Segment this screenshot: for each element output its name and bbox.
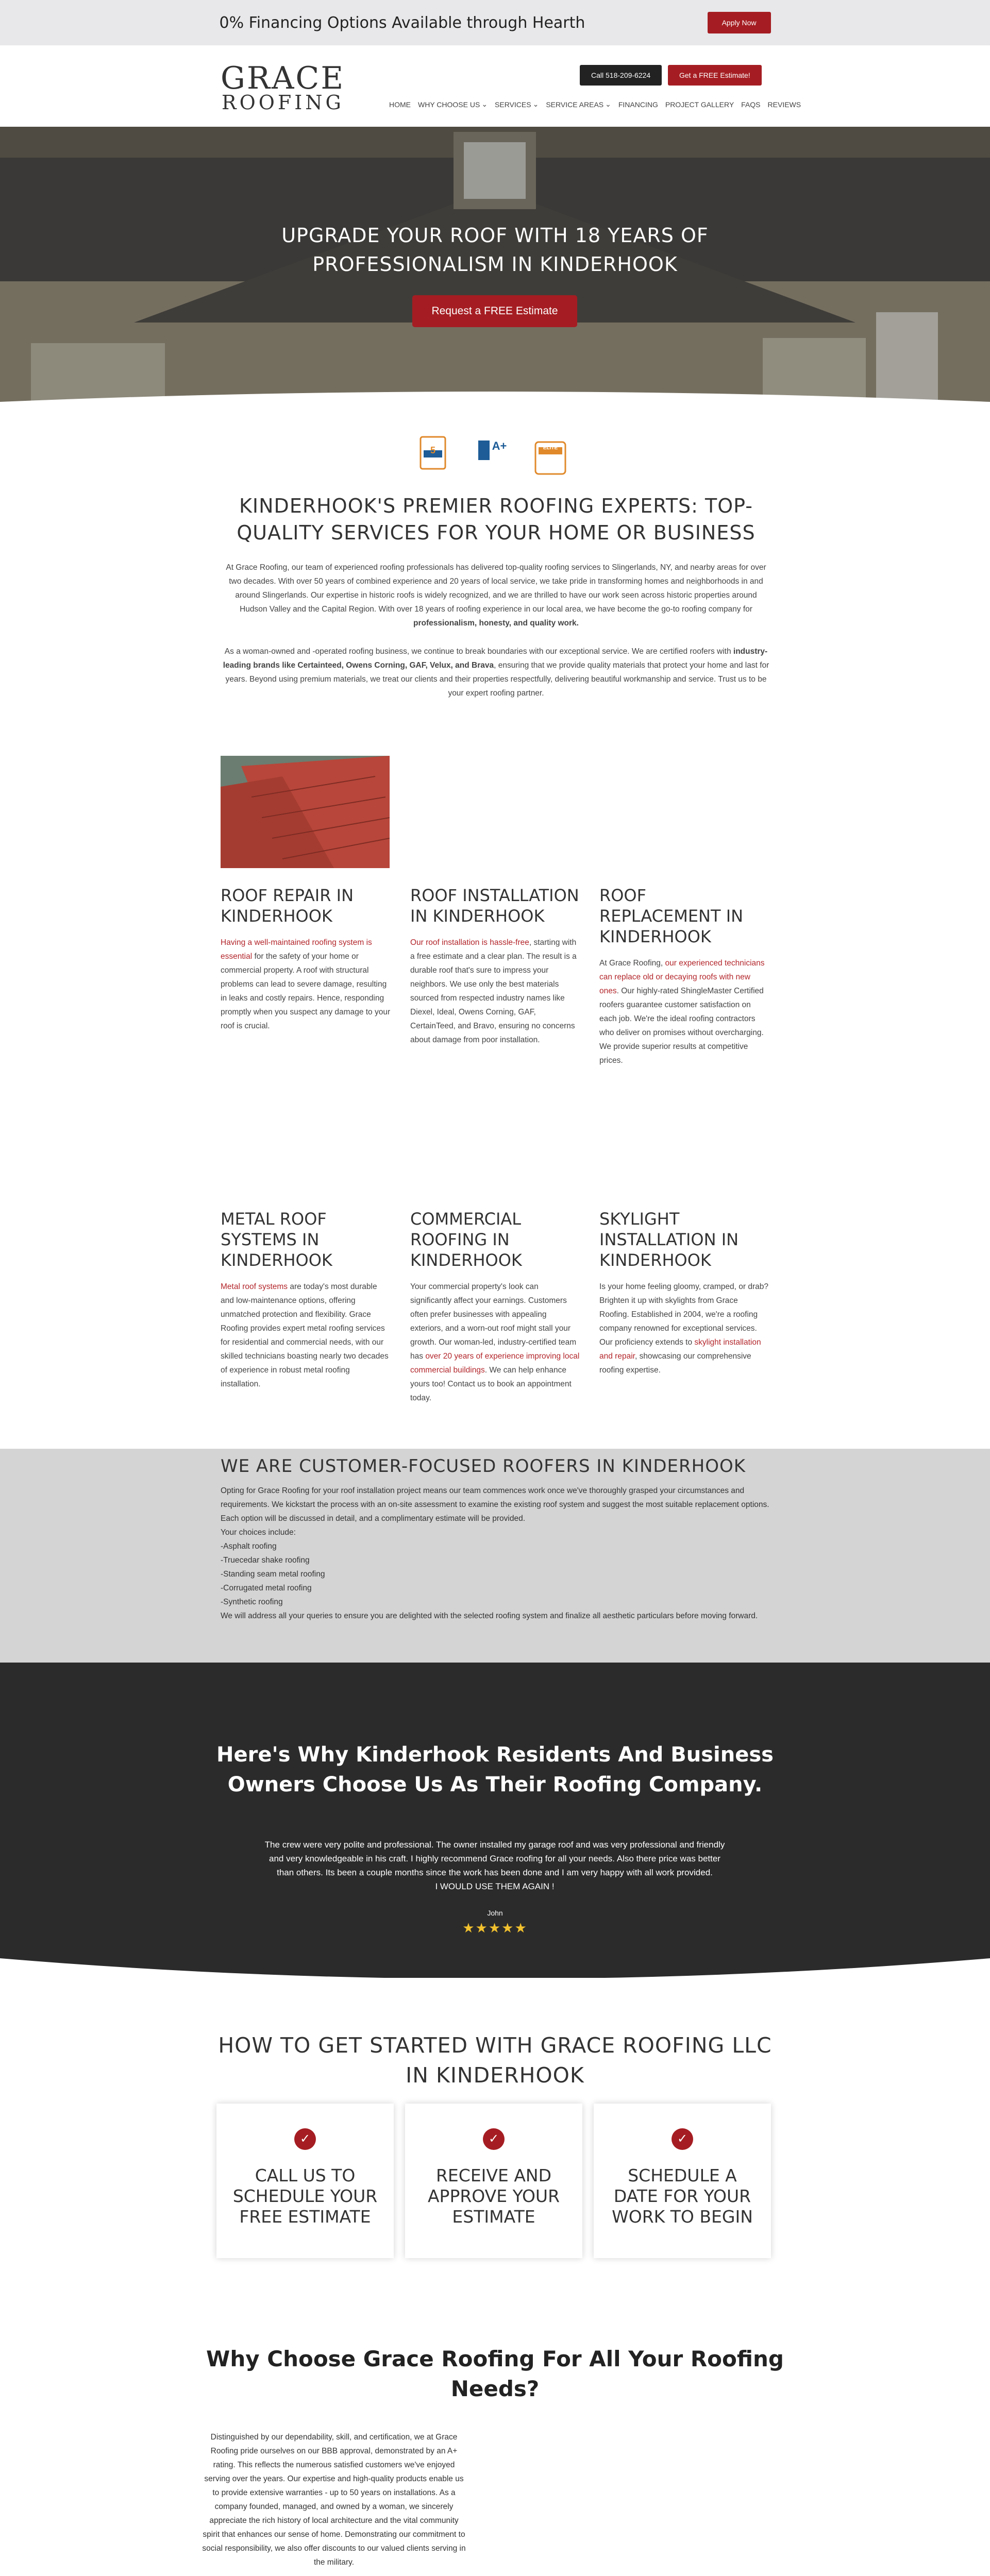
service-text: Is your home feeling gloomy, cramped, or drab? Brighten it up with skylights from Grace Roofing. Established in 2004, we're a roofing company renowned for exceptional services. Our proficiency extends to bbox=[599, 1282, 768, 1347]
intro-paragraph-2 bbox=[222, 645, 770, 700]
service-description bbox=[221, 936, 391, 1033]
service-title: SKYLIGHT INSTALLATION IN KINDERHOOK bbox=[599, 1209, 739, 1270]
step-card-2 bbox=[405, 2104, 582, 2258]
service-description bbox=[221, 1280, 391, 1391]
intro-section bbox=[222, 493, 770, 700]
nav-label: REVIEWS bbox=[767, 100, 801, 109]
nav-label: FINANCING bbox=[618, 100, 658, 109]
step-label: RECEIVE AND APPROVE YOUR ESTIMATE bbox=[427, 2165, 560, 2227]
logo-line2: ROOFING bbox=[222, 91, 344, 114]
testimonial-title-line1: Here's Why Kinderhook Residents And Business bbox=[216, 1743, 774, 1767]
customer-focused-section bbox=[0, 1449, 990, 1663]
service-title: METAL ROOF SYSTEMS IN KINDERHOOK bbox=[221, 1209, 332, 1270]
service-commercial-roofing bbox=[410, 1209, 580, 1405]
step-card-1 bbox=[216, 2104, 394, 2258]
why-choose-text: Distinguished by our dependability, skill, and certification, we at Grace Roofing pride ourselves on our BBB approval, demonstrated by an A+ rating. This reflects the numerous satisfied customers we've enjoyed serving over the years. Our expertise and high-quality products enable us to provide extensive warranties - up to 50 years on installations. As a company founded, managed, and owned by a woman, we sincerely appreciate the rich history of local architecture and the vital community spirit that enhances our sense of home. Demonstrating our commitment to social responsibility, we also offer discounts to our valued clients serving in the military. bbox=[202, 2433, 466, 2567]
nav-label: SERVICES bbox=[495, 100, 531, 109]
service-title: COMMERCIAL ROOFING IN KINDERHOOK bbox=[410, 1209, 522, 1270]
chevron-down-icon: ⌄ bbox=[532, 100, 539, 108]
service-link[interactable]: Metal roof systems bbox=[221, 1282, 288, 1291]
intro-p2-text: As a woman-owned and -operated roofing business, we continue to break boundaries with our exceptional service. We are certified roofers with bbox=[224, 647, 731, 656]
financing-bar bbox=[0, 0, 990, 45]
service-roof-repair bbox=[221, 885, 391, 1033]
grace-roofing-logo[interactable] bbox=[221, 60, 345, 114]
testimonial-quote-end: I WOULD USE THEM AGAIN ! bbox=[435, 1882, 555, 1891]
step-label: CALL US TO SCHEDULE YOUR FREE ESTIMATE bbox=[232, 2165, 378, 2227]
testimonial-curve-divider bbox=[0, 1958, 990, 1979]
nav-financing[interactable] bbox=[615, 100, 662, 109]
service-text: At Grace Roofing, bbox=[599, 959, 665, 968]
star-rating-icon: ★★★★★ bbox=[462, 1920, 528, 1936]
service-title: ROOF REPAIR IN KINDERHOOK bbox=[221, 886, 354, 926]
award-badge-icon bbox=[415, 426, 451, 465]
roof-repair-image bbox=[221, 756, 390, 868]
service-link[interactable]: our experienced technicians can replace old or decaying roofs with new ones bbox=[599, 959, 765, 995]
service-description bbox=[410, 1280, 580, 1405]
step-card-3 bbox=[594, 2104, 771, 2258]
call-button[interactable]: Call 518-209-6224 bbox=[580, 65, 662, 86]
free-estimate-button[interactable]: Get a FREE Estimate! bbox=[668, 65, 762, 86]
service-text: Your commercial property's look can significantly affect your earnings. Customers often prefer businesses with appealing exteriors, and a worn-out roof might stall your growth. Our woman-led, industry-certified team has bbox=[410, 1282, 577, 1361]
customer-focused-closing: We will address all your queries to ensure you are delighted with the selected roofing system and finalize all aesthetic particulars before moving forward. bbox=[221, 1612, 758, 1620]
service-text: . Our highly-rated ShingleMaster Certified roofers guarantee customer satisfaction on each job. We're the ideal roofing contractors who deliver on promises without overcharging. We provide superior results at competitive prices. bbox=[599, 987, 764, 1065]
testimonial-title bbox=[0, 1740, 990, 1800]
hero-title-line2: PROFESSIONALISM IN KINDERHOOK bbox=[312, 253, 678, 276]
hero-section bbox=[0, 127, 990, 402]
hero-title-line1: UPGRADE YOUR ROOF WITH 18 YEARS OF bbox=[281, 224, 709, 247]
nav-services[interactable] bbox=[491, 100, 542, 109]
testimonial-section bbox=[0, 1663, 990, 1978]
service-text: for the safety of your home or commercial property. A roof with structural problems can lead to severe damage, resulting in leaks and costly repairs. Hence, responding promptly when you suspect any damage to your roof is crucial. bbox=[221, 952, 391, 1030]
nav-reviews[interactable] bbox=[764, 100, 805, 109]
nav-label: WHY CHOOSE US bbox=[418, 100, 480, 109]
service-description bbox=[599, 956, 769, 1067]
intro-title: KINDERHOOK'S PREMIER ROOFING EXPERTS: TOP-QUALITY SERVICES FOR YOUR HOME OR BUSINESS bbox=[237, 495, 756, 544]
bbb-badge-icon bbox=[474, 426, 510, 465]
check-circle-icon: ✓ bbox=[483, 2128, 505, 2150]
service-link[interactable]: skylight installation and repair bbox=[599, 1338, 761, 1361]
testimonial-quote-text: The crew were very polite and professional. The owner installed my garage roof and was very professional and friendly and very knowledgeable in his craft. I highly recommend Grace roofing for all your needs. Also there price was better than others. Its been a couple months since the work has been done and I am very happy with all work provided. bbox=[264, 1840, 725, 1877]
check-circle-icon: ✓ bbox=[672, 2128, 693, 2150]
nav-service-areas[interactable] bbox=[542, 100, 615, 109]
service-title: ROOF INSTALLATION IN KINDERHOOK bbox=[410, 886, 579, 926]
choice-item: -Synthetic roofing bbox=[221, 1598, 283, 1606]
intro-p1-text: At Grace Roofing, our team of experienced roofing professionals has delivered top-quality roofing services to Slingerlands, NY, and nearby areas for over two decades. With over 50 years of combined experience and 20 years of local service, we take pride in transforming homes and neighborhoods in and around Slingerlands. Our expertise in historic roofs is widely recognized, and we are thrilled to have our work seen across historic properties around Hudson Valley and the Capital Region. With over 18 years of roofing experience in our local area, we have become the go-to roofing company for bbox=[226, 563, 766, 614]
intro-p1-bold: professionalism, honesty, and quality work. bbox=[413, 619, 579, 628]
trust-badges bbox=[415, 426, 568, 465]
service-metal-roof bbox=[221, 1209, 391, 1391]
service-description bbox=[410, 936, 580, 1047]
financing-headline: 0% Financing Options Available through Hearth bbox=[219, 13, 585, 32]
service-link[interactable]: Our roof installation is hassle-free bbox=[410, 938, 529, 947]
customer-focused-paragraph: Opting for Grace Roofing for your roof installation project means our team commences work once we've thoroughly grasped your circumstances and requirements. We kickstart the process with an on-site assessment to examine the existing roof system and suggest the most suitable replacement options. Each option will be discussed in detail, and a complimentary estimate will be provided. bbox=[221, 1486, 769, 1523]
service-description bbox=[599, 1280, 769, 1377]
intro-p2-text-end: , ensuring that we provide quality materials that protect your home and last for years. Beyond using premium materials, we treat our clients and their properties respectfully, delivering beautiful workmanship and service. Trust us to be your expert roofing partner. bbox=[225, 661, 769, 698]
service-text: are today's most durable and low-maintenance options, offering unmatched protection and flexibility. Grace Roofing provides expert metal roofing services for residential and commercial needs, with our skilled technicians boasting nearly two decades of experience in robust metal roofing installation. bbox=[221, 1282, 389, 1388]
nav-label: PROJECT GALLERY bbox=[665, 100, 734, 109]
nav-project-gallery[interactable] bbox=[662, 100, 737, 109]
nav-faqs[interactable] bbox=[737, 100, 764, 109]
intro-paragraph-1 bbox=[222, 561, 770, 630]
hero-curve-divider bbox=[0, 381, 990, 402]
apply-now-button[interactable]: Apply Now bbox=[708, 12, 771, 33]
service-text: , starting with a free estimate and a clear plan. The result is a durable roof that's sure to impress your neighbors. We use only the best materials sourced from respected industry names like Diexel, Ideal, Owens Corning, GAF, CertainTeed, and Bravo, ensuring no concerns about damage from poor installation. bbox=[410, 938, 577, 1044]
nav-label: SERVICE AREAS bbox=[546, 100, 604, 109]
testimonial-quote bbox=[263, 1838, 727, 1893]
main-nav bbox=[385, 100, 804, 109]
service-text: . We can help enhance yours too! Contact us to book an appointment today. bbox=[410, 1366, 572, 1402]
steps-title: HOW TO GET STARTED WITH GRACE ROOFING LLC IN KINDERHOOK bbox=[218, 2033, 772, 2088]
choice-item: -Truecedar shake roofing bbox=[221, 1556, 310, 1565]
hero-title bbox=[0, 221, 990, 279]
customer-focused-title: WE ARE CUSTOMER-FOCUSED ROOFERS IN KINDERHOOK bbox=[221, 1456, 746, 1477]
badge-text: 5 bbox=[430, 445, 435, 455]
elite-badge-icon bbox=[532, 426, 568, 465]
chevron-down-icon: ⌄ bbox=[481, 100, 488, 108]
testimonial-title-line2: Owners Choose Us As Their Roofing Company. bbox=[227, 1773, 763, 1797]
chevron-down-icon: ⌄ bbox=[605, 100, 611, 108]
service-text: , showcasing our comprehensive roofing expertise. bbox=[599, 1352, 751, 1375]
badge-text: A+ bbox=[492, 439, 507, 452]
site-header bbox=[0, 45, 990, 127]
nav-why-choose-us[interactable] bbox=[414, 100, 491, 109]
customer-focused-text bbox=[221, 1484, 772, 1623]
intro-p2-bold: industry-leading brands like Certainteed, Owens Corning, GAF, Velux, and Brava bbox=[223, 647, 768, 670]
service-title: ROOF REPLACEMENT IN KINDERHOOK bbox=[599, 886, 744, 946]
choices-label: Your choices include: bbox=[221, 1528, 296, 1537]
choice-item: -Standing seam metal roofing bbox=[221, 1570, 325, 1579]
service-link[interactable]: Having a well-maintained roofing system is essential bbox=[221, 938, 372, 961]
service-link[interactable]: over 20 years of experience improving local commercial buildings bbox=[410, 1352, 580, 1375]
nav-home[interactable] bbox=[385, 100, 414, 109]
service-skylight-installation bbox=[599, 1209, 769, 1377]
hero-request-estimate-button[interactable]: Request a FREE Estimate bbox=[412, 295, 577, 327]
nav-label: HOME bbox=[389, 100, 411, 109]
service-roof-replacement bbox=[599, 885, 769, 1067]
service-roof-installation bbox=[410, 885, 580, 1047]
testimonial-author: John bbox=[487, 1909, 503, 1917]
step-label: SCHEDULE A DATE FOR YOUR WORK TO BEGIN bbox=[612, 2165, 753, 2227]
choice-item: -Asphalt roofing bbox=[221, 1542, 277, 1551]
logo-line1: GRACE bbox=[221, 60, 345, 96]
nav-label: FAQS bbox=[741, 100, 761, 109]
check-circle-icon: ✓ bbox=[294, 2128, 316, 2150]
why-choose-title: Why Choose Grace Roofing For All Your Roofing Needs? bbox=[206, 2346, 784, 2401]
badge-text: ELITE bbox=[543, 445, 558, 451]
choice-item: -Corrugated metal roofing bbox=[221, 1584, 312, 1592]
